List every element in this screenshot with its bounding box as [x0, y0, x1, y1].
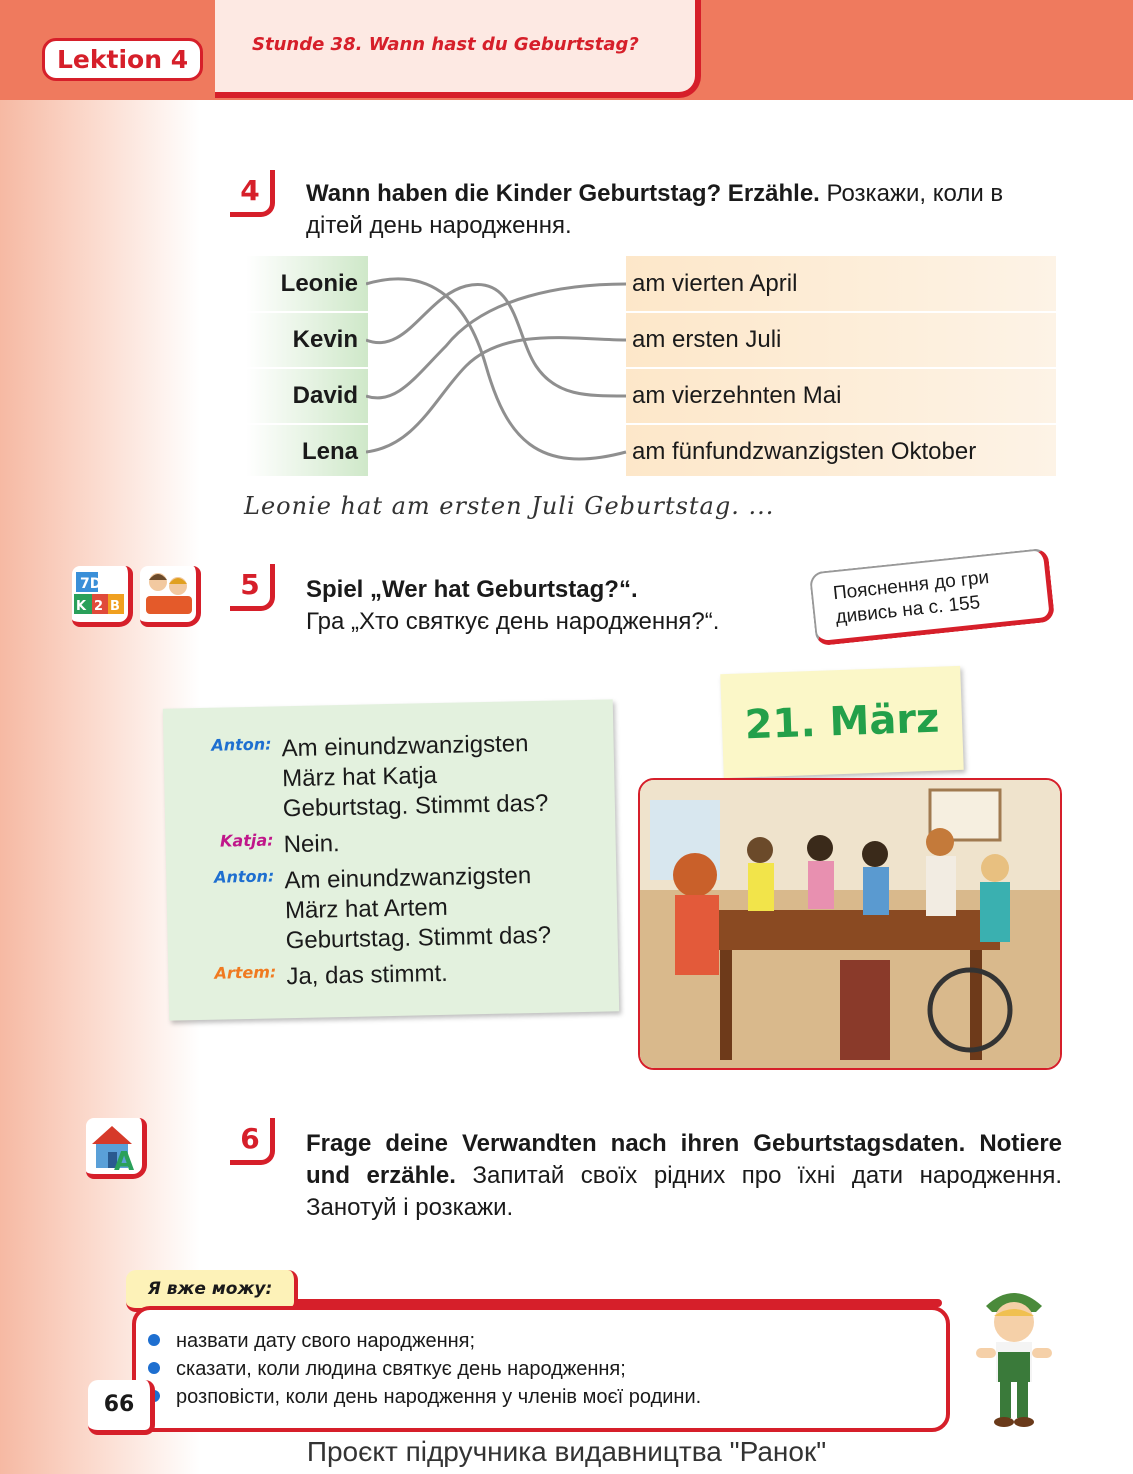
children-playing-icon [140, 566, 201, 627]
lektion-badge: Lektion 4 [42, 38, 203, 81]
names-column [246, 256, 368, 476]
can-do-item: сказати, коли людина святкує день народження; [176, 1356, 626, 1382]
svg-text:7D: 7D [80, 576, 102, 592]
dialog-line: März hat Katja [281, 762, 438, 793]
can-do-title: Я вже можу: [126, 1270, 298, 1312]
dialog-line: Geburtstag. Stimmt das? [285, 921, 552, 955]
date-october: am fünfundzwanzigsten Oktober [632, 438, 977, 465]
letter-blocks-icon [72, 566, 133, 627]
date-may: am vierzehnten Mai [632, 382, 842, 409]
dialog-line: Am einundzwanzigsten [284, 862, 532, 895]
classroom-photo [638, 778, 1062, 1070]
can-do-box [132, 1306, 950, 1432]
house-letter-icon [86, 1118, 147, 1179]
page-number: 66 [88, 1380, 155, 1435]
task4-title-uk: Розкажи, коли в дітей день народження. [306, 180, 1004, 239]
task5-instruction [306, 574, 806, 638]
bullet-icon [148, 1362, 160, 1374]
task-number-5: 5 [230, 564, 275, 611]
can-do-item: назвати дату свого народження; [176, 1328, 475, 1354]
svg-text:B: B [110, 599, 120, 614]
row-divider [246, 423, 368, 425]
footer-credit: Проєкт підручника видавництва "Ранок" [306, 1436, 827, 1467]
matching-lines [366, 256, 628, 476]
lesson-title: Stunde 38. Wann hast du Geburtstag? [252, 34, 639, 55]
dialog-line: Nein. [283, 830, 340, 859]
name-lena: Lena [301, 438, 358, 465]
task5-title-uk: Гра „Хто святкує день народження?“. [306, 608, 720, 635]
speaker-anton: Anton: [213, 866, 275, 887]
svg-text:A: A [114, 1147, 135, 1174]
date-july: am ersten Juli [632, 326, 782, 353]
dialog-line: Geburtstag. Stimmt das? [282, 789, 549, 823]
row-divider [626, 367, 1056, 369]
task6-title-uk: Запитай своїх рідних про їхні дати народження. Занотуй і розкажи. [306, 1162, 1063, 1221]
task-number-4: 4 [230, 170, 275, 217]
date-april: am vierten April [632, 270, 798, 297]
row-divider [626, 423, 1056, 425]
task6-title-de: Frage deine Verwandten nach ihren Geburtstagsdaten. Notiere und erzähle. [306, 1130, 1062, 1189]
rules-reference-note: Пояснення до гри дивись на с. 155 [809, 548, 1055, 647]
example-sentence: Leonie hat am ersten Juli Geburtstag. ... [244, 492, 775, 520]
svg-text:K: K [76, 599, 87, 614]
speaker-katja: Katja: [219, 830, 274, 851]
name-david: David [292, 382, 358, 409]
task-number-6: 6 [230, 1118, 275, 1165]
dialog-line: Ja, das stimmt. [286, 959, 449, 991]
row-divider [246, 367, 368, 369]
task4-instruction [306, 178, 1062, 242]
task4-title-de: Wann haben die Kinder Geburtstag? Erzähle. [306, 180, 820, 207]
task5-title-de: Spiel „Wer hat Geburtstag?“. [306, 576, 638, 603]
speaker-artem: Artem: [214, 962, 277, 983]
name-leonie: Leonie [280, 270, 358, 297]
can-do-item: розповісти, коли день народження у членів моєї родини. [176, 1384, 701, 1410]
dialog-line: März hat Artem [284, 893, 449, 925]
bullet-icon [148, 1334, 160, 1346]
dates-column [626, 256, 1056, 476]
task6-instruction [306, 1128, 1062, 1224]
row-divider [626, 311, 1056, 313]
dialog-card [163, 699, 619, 1020]
dialog-line: Am einundzwanzigsten [281, 730, 529, 763]
boy-illustration [966, 1276, 1062, 1432]
svg-text:2: 2 [94, 599, 104, 614]
speaker-anton: Anton: [211, 734, 272, 755]
date-card: 21. März [720, 666, 963, 778]
row-divider [246, 311, 368, 313]
name-kevin: Kevin [292, 326, 358, 353]
